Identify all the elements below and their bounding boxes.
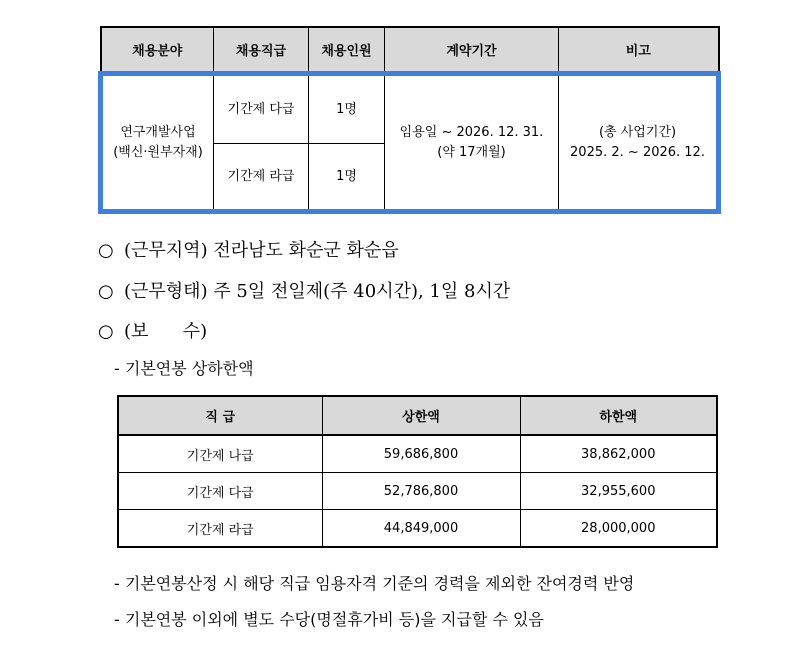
header-count: 채용인원 xyxy=(309,27,385,74)
remark-line2: 2025. 2. ~ 2026. 12. xyxy=(570,144,705,160)
grade-cell: 기간제 다급 xyxy=(118,473,322,510)
bullet-symbol: ○ xyxy=(98,240,114,261)
header-field: 채용분야 xyxy=(101,27,214,74)
contract-cell xyxy=(385,74,559,212)
bullet-work-type xyxy=(98,277,510,303)
contract-line1: 임용일 ~ 2026. 12. 31. xyxy=(399,124,544,140)
grade-cell: 기간제 다급 xyxy=(214,74,309,144)
header-remark: 비고 xyxy=(559,27,719,74)
bullet-salary xyxy=(98,317,207,343)
max-cell: 59,686,800 xyxy=(322,435,520,473)
recruitment-table xyxy=(98,26,721,214)
remark-cell xyxy=(559,74,719,212)
bullet-symbol: ○ xyxy=(98,281,114,302)
field-line1: 연구개발사업 xyxy=(120,124,196,140)
grade-cell: 기간제 라급 xyxy=(214,144,309,212)
field-cell xyxy=(101,74,214,212)
remark-line1: (총 사업기간) xyxy=(598,124,677,140)
bullet-text: (보 수) xyxy=(124,321,208,342)
salary-range-heading: - 기본연봉 상하한액 xyxy=(114,359,254,378)
table-row xyxy=(118,473,717,510)
recruitment-table-header xyxy=(101,27,719,74)
header-grade: 채용직급 xyxy=(214,27,309,74)
field-line2: (백신·원부자재) xyxy=(113,144,203,160)
header-min: 하한액 xyxy=(520,396,717,435)
min-cell: 38,862,000 xyxy=(520,435,717,473)
note-allowance: - 기본연봉 이외에 별도 수당(명절휴가비 등)을 지급할 수 있음 xyxy=(114,610,544,629)
grade-cell: 기간제 나급 xyxy=(118,435,322,473)
grade-cell: 기간제 라급 xyxy=(118,510,322,548)
table-row xyxy=(101,74,719,144)
min-cell: 28,000,000 xyxy=(520,510,717,548)
salary-table-header xyxy=(118,396,717,435)
header-contract: 계약기간 xyxy=(385,27,559,74)
salary-table xyxy=(117,395,718,548)
bullet-text: (근무지역) 전라남도 화순군 화순읍 xyxy=(124,240,399,261)
header-max: 상한액 xyxy=(322,396,520,435)
max-cell: 52,786,800 xyxy=(322,473,520,510)
max-cell: 44,849,000 xyxy=(322,510,520,548)
contract-line2: (약 17개월) xyxy=(437,144,506,160)
header-grade: 직 급 xyxy=(118,396,322,435)
count-cell: 1명 xyxy=(309,74,385,144)
table-row xyxy=(118,435,717,473)
bullet-symbol: ○ xyxy=(98,321,114,342)
bullet-work-location xyxy=(98,236,399,262)
min-cell: 32,955,600 xyxy=(520,473,717,510)
bullet-text: (근무형태) 주 5일 전일제(주 40시간), 1일 8시간 xyxy=(124,281,511,302)
count-cell: 1명 xyxy=(309,144,385,212)
table-row xyxy=(118,510,717,548)
note-career: - 기본연봉산정 시 해당 직급 임용자격 기준의 경력을 제외한 잔여경력 반영 xyxy=(114,574,635,593)
